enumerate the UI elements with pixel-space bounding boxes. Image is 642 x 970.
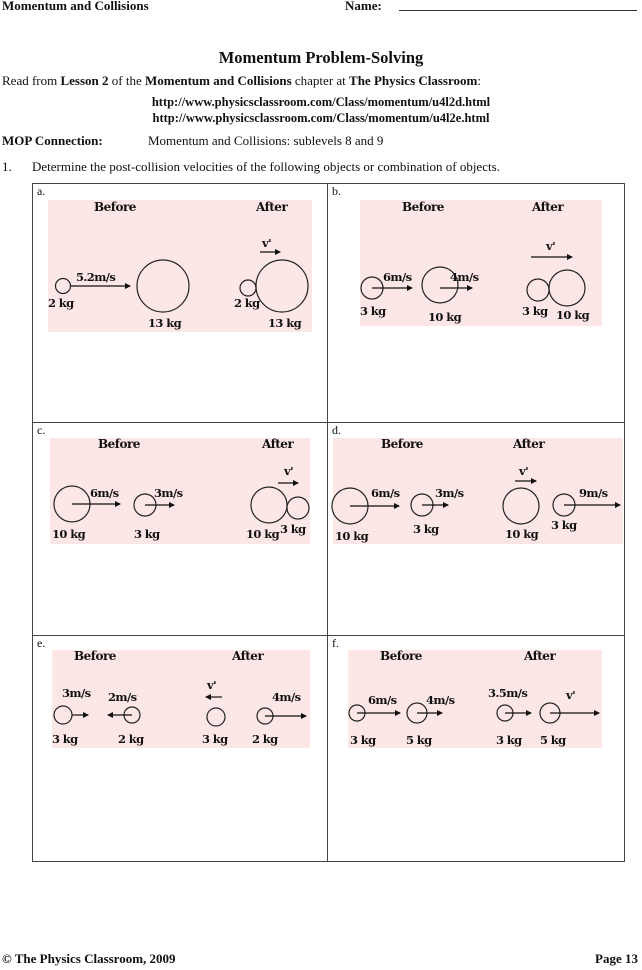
mass-label: 2 kg <box>48 296 74 310</box>
mass-label: 10 kg <box>505 527 539 541</box>
before-heading: Before <box>402 200 444 214</box>
mass-label: 3 kg <box>350 733 376 747</box>
mass-label: 13 kg <box>148 316 182 330</box>
velocity-label: 5.2m/s <box>76 270 116 284</box>
ball-icon <box>527 279 549 301</box>
reading-instruction: Read from Lesson 2 of the Momentum and Collisions chapter at The Physics Classroom: <box>2 73 481 88</box>
mass-label: 2 kg <box>118 732 144 746</box>
ball-icon <box>54 706 72 724</box>
mass-label: 3 kg <box>496 733 522 747</box>
mass-label: 10 kg <box>428 310 462 324</box>
before-heading: Before <box>380 649 422 663</box>
after-heading: After <box>513 437 545 451</box>
velocity-label: 4m/s <box>272 690 301 704</box>
page-title: Momentum Problem-Solving <box>218 48 424 67</box>
diagram-c <box>50 438 310 544</box>
grid-divider-row-2 <box>32 635 625 636</box>
ball-icon <box>503 488 539 524</box>
velocity-label: 3m/s <box>62 686 91 700</box>
ball-icon <box>240 280 256 296</box>
velocity-label: 6m/s <box>383 270 412 284</box>
velocity-label: 3m/s <box>435 486 464 500</box>
diagram-d <box>333 438 623 544</box>
mass-label: 10 kg <box>335 529 369 543</box>
name-label: Name: <box>345 0 382 13</box>
mass-label: 3 kg <box>522 304 548 318</box>
mass-label: 5 kg <box>406 733 432 747</box>
diagram-e <box>52 650 310 748</box>
before-heading: Before <box>381 437 423 451</box>
mass-label: 3 kg <box>202 732 228 746</box>
unknown-velocity-label: v' <box>519 464 529 478</box>
before-heading: Before <box>74 649 116 663</box>
velocity-label: 6m/s <box>90 486 119 500</box>
copyright-footer: © The Physics Classroom, 2009 <box>2 951 176 966</box>
before-heading: Before <box>98 437 140 451</box>
ball-icon <box>256 260 308 312</box>
unknown-velocity-label: v' <box>262 236 272 250</box>
page-number: Page 13 <box>595 951 638 966</box>
mass-label: 2 kg <box>252 732 278 746</box>
velocity-label: 9m/s <box>579 486 608 500</box>
after-heading: After <box>524 649 556 663</box>
ball-icon <box>137 260 189 312</box>
collision-diagram-a <box>48 200 312 332</box>
grid-divider-row-1 <box>32 422 625 423</box>
mass-label: 3 kg <box>134 527 160 541</box>
after-heading: After <box>532 200 564 214</box>
mass-label: 3 kg <box>413 522 439 536</box>
velocity-label: 2m/s <box>108 690 137 704</box>
question-number: 1. <box>2 159 12 174</box>
ball-icon <box>207 708 225 726</box>
name-field-line[interactable] <box>399 10 637 11</box>
unknown-velocity-label: v' <box>566 688 576 702</box>
before-heading: Before <box>94 200 136 214</box>
mass-label: 10 kg <box>556 308 590 322</box>
lesson-url-2[interactable]: http://www.physicsclassroom.com/Class/momentum/u4l2e.html <box>152 111 490 125</box>
ball-icon <box>287 497 309 519</box>
velocity-label: 3m/s <box>154 486 183 500</box>
problem-label-c: c. <box>37 423 46 437</box>
mass-label: 3 kg <box>551 518 577 532</box>
mass-label: 3 kg <box>360 304 386 318</box>
after-heading: After <box>256 200 288 214</box>
question-text: Determine the post-collision velocities of the following objects or combination of objects. <box>32 159 500 174</box>
mass-label: 13 kg <box>268 316 302 330</box>
mop-label: MOP Connection: <box>2 133 103 148</box>
ball-icon <box>549 270 585 306</box>
mass-label: 5 kg <box>540 733 566 747</box>
mass-label: 3 kg <box>52 732 78 746</box>
velocity-label: 4m/s <box>426 693 455 707</box>
ball-icon <box>56 279 71 294</box>
problem-label-e: e. <box>37 636 46 650</box>
problem-label-f: f. <box>332 636 339 650</box>
problem-label-d: d. <box>332 423 341 437</box>
after-heading: After <box>262 437 294 451</box>
velocity-label: 6m/s <box>368 693 397 707</box>
velocity-label: 3.5m/s <box>488 686 528 700</box>
problem-label-a: a. <box>37 184 46 198</box>
mass-label: 3 kg <box>280 522 306 536</box>
mass-label: 10 kg <box>246 527 280 541</box>
diagram-a <box>48 200 312 332</box>
mop-text: Momentum and Collisions: sublevels 8 and 9 <box>148 133 384 148</box>
unknown-velocity-label: v' <box>546 239 556 253</box>
lesson-url-1[interactable]: http://www.physicsclassroom.com/Class/momentum/u4l2d.html <box>151 95 491 109</box>
unknown-velocity-label: v' <box>207 678 217 692</box>
mass-label: 2 kg <box>234 296 260 310</box>
velocity-label: 4m/s <box>450 270 479 284</box>
ball-icon <box>251 487 287 523</box>
velocity-label: 6m/s <box>371 486 400 500</box>
chapter-header: Momentum and Collisions <box>2 0 149 13</box>
unknown-velocity-label: v' <box>284 464 294 478</box>
mass-label: 10 kg <box>52 527 86 541</box>
grid-divider-vertical <box>327 183 328 862</box>
problem-label-b: b. <box>332 184 341 198</box>
diagram-f <box>348 650 602 748</box>
after-heading: After <box>232 649 264 663</box>
diagram-b <box>360 200 602 326</box>
